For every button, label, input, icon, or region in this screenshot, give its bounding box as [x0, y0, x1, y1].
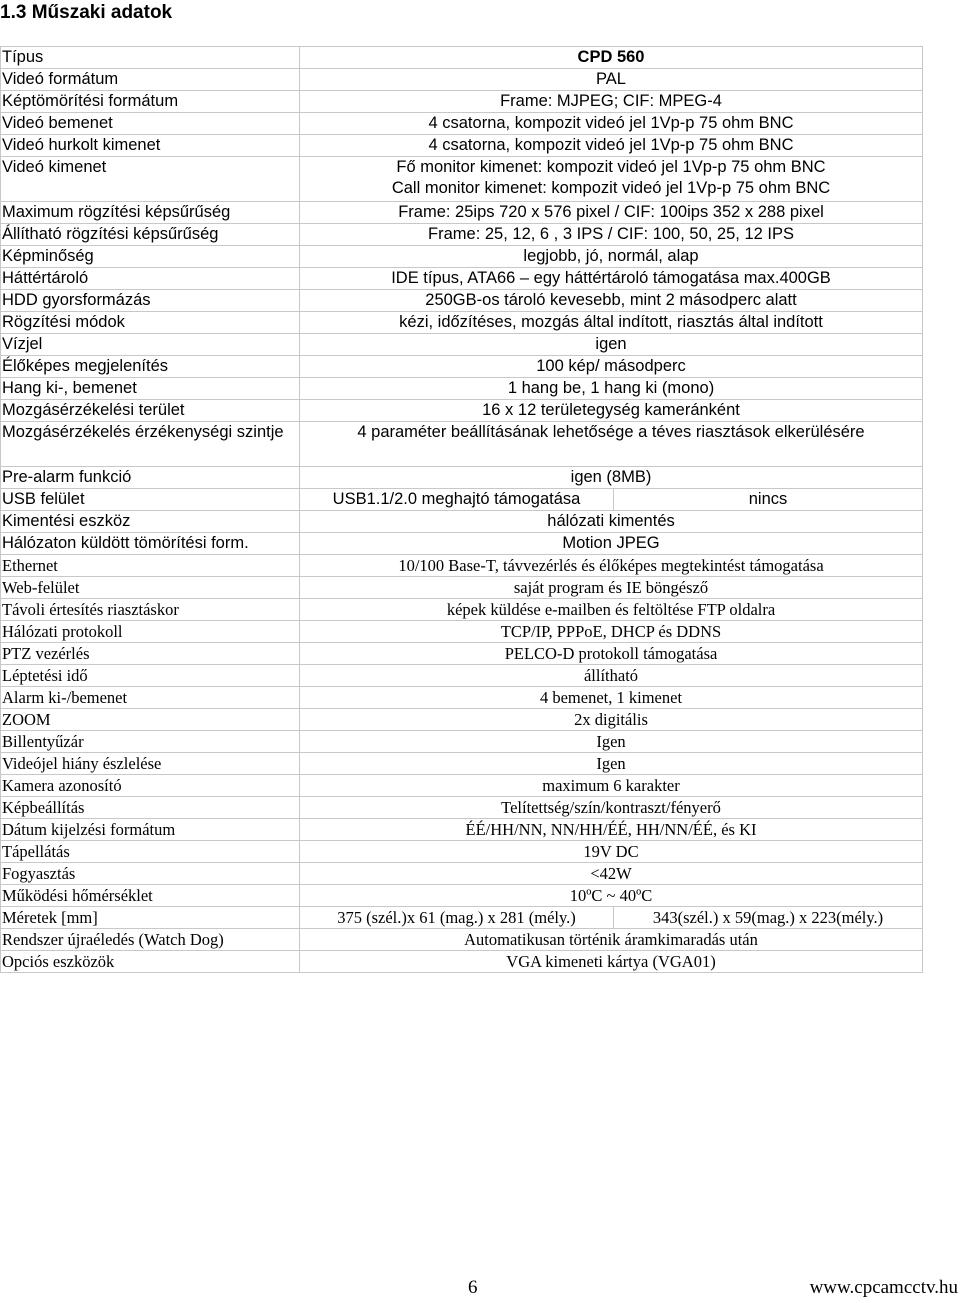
table-row [1, 69, 923, 91]
spec-value: VGA kimeneti kártya (VGA01) [300, 951, 923, 973]
spec-label: Rendszer újraéledés (Watch Dog) [1, 929, 300, 951]
table-row [1, 753, 923, 775]
spec-value: 2x digitális [300, 709, 923, 731]
page-number: 6 [468, 1277, 478, 1298]
spec-label: Léptetési idő [1, 665, 300, 687]
spec-value [300, 157, 923, 202]
spec-label: HDD gyorsformázás [1, 290, 300, 312]
spec-label: Működési hőmérséklet [1, 885, 300, 907]
table-row [1, 378, 923, 400]
spec-label: Képbeállítás [1, 797, 300, 819]
spec-label: Opciós eszközök [1, 951, 300, 973]
table-row [1, 533, 923, 555]
spec-value: Automatikusan történik áramkimaradás után [300, 929, 923, 951]
spec-value: igen (8MB) [300, 467, 923, 489]
table-row [1, 246, 923, 268]
table-row [1, 91, 923, 113]
spec-value: Igen [300, 731, 923, 753]
spec-value: Frame: 25, 12, 6 , 3 IPS / CIF: 100, 50, 25, 12 IPS [300, 224, 923, 246]
spec-value: IDE típus, ATA66 – egy háttértároló támogatása max.400GB [300, 268, 923, 290]
spec-label: Alarm ki-/bemenet [1, 687, 300, 709]
spec-value-line: Fő monitor kimenet: kompozit videó jel 1Vp-p 75 ohm BNC [396, 158, 826, 176]
spec-value: PELCO-D protokoll támogatása [300, 643, 923, 665]
table-row [1, 643, 923, 665]
website-link[interactable]: www.cpcamcctv.hu [809, 1277, 958, 1298]
table-row [1, 400, 923, 422]
spec-label: Ethernet [1, 555, 300, 577]
spec-label: Hálózaton küldött tömörítési form. [1, 533, 300, 555]
spec-value: állítható [300, 665, 923, 687]
spec-label: Háttértároló [1, 268, 300, 290]
spec-value: Igen [300, 753, 923, 775]
spec-label: Billentyűzár [1, 731, 300, 753]
table-row [1, 775, 923, 797]
table-row [1, 687, 923, 709]
spec-value-secondary: nincs [614, 489, 923, 511]
table-row [1, 268, 923, 290]
spec-value: 100 kép/ másodperc [300, 356, 923, 378]
spec-label: PTZ vezérlés [1, 643, 300, 665]
table-row [1, 157, 923, 202]
table-row [1, 665, 923, 687]
spec-label: USB felület [1, 489, 300, 511]
spec-label: Kamera azonosító [1, 775, 300, 797]
spec-value: 4 bemenet, 1 kimenet [300, 687, 923, 709]
spec-label: Hang ki-, bemenet [1, 378, 300, 400]
table-row [1, 797, 923, 819]
spec-label: Videó bemenet [1, 113, 300, 135]
spec-label: Videójel hiány észlelése [1, 753, 300, 775]
spec-label: Dátum kijelzési formátum [1, 819, 300, 841]
spec-label: Távoli értesítés riasztáskor [1, 599, 300, 621]
section-heading: 1.3 Műszaki adatok [0, 2, 173, 23]
spec-value: ÉÉ/HH/NN, NN/HH/ÉÉ, HH/NN/ÉÉ, és KI [300, 819, 923, 841]
spec-label: Videó hurkolt kimenet [1, 135, 300, 157]
spec-value: 1 hang be, 1 hang ki (mono) [300, 378, 923, 400]
spec-label: Rögzítési módok [1, 312, 300, 334]
table-row [1, 841, 923, 863]
spec-value: 10/100 Base-T, távvezérlés és élőképes megtekintést támogatása [300, 555, 923, 577]
spec-label: Tápellátás [1, 841, 300, 863]
spec-label: Élőképes megjelenítés [1, 356, 300, 378]
spec-value: 250GB-os tároló kevesebb, mint 2 másodperc alatt [300, 290, 923, 312]
table-row [1, 422, 923, 467]
spec-table [0, 46, 923, 973]
table-row [1, 951, 923, 973]
table-row [1, 47, 923, 69]
spec-label: Maximum rögzítési képsűrűség [1, 202, 300, 224]
table-row [1, 135, 923, 157]
spec-value: Telítettség/szín/kontraszt/fényerő [300, 797, 923, 819]
spec-value: <42W [300, 863, 923, 885]
spec-label: Vízjel [1, 334, 300, 356]
table-row [1, 224, 923, 246]
spec-value: kézi, időzítéses, mozgás által indított, riasztás által indított [300, 312, 923, 334]
spec-value: PAL [300, 69, 923, 91]
spec-label: Állítható rögzítési képsűrűség [1, 224, 300, 246]
spec-value: 19V DC [300, 841, 923, 863]
table-row [1, 334, 923, 356]
spec-value: 4 csatorna, kompozit videó jel 1Vp-p 75 ohm BNC [300, 113, 923, 135]
spec-label: Web-felület [1, 577, 300, 599]
spec-label: Képminőség [1, 246, 300, 268]
spec-label: Típus [1, 47, 300, 69]
spec-label: Képtömörítési formátum [1, 91, 300, 113]
spec-value: hálózati kimentés [300, 511, 923, 533]
table-row [1, 489, 923, 511]
spec-value: legjobb, jó, normál, alap [300, 246, 923, 268]
spec-value: 4 csatorna, kompozit videó jel 1Vp-p 75 ohm BNC [300, 135, 923, 157]
spec-value: képek küldése e-mailben és feltöltése FTP oldalra [300, 599, 923, 621]
table-row [1, 577, 923, 599]
table-row [1, 863, 923, 885]
table-row [1, 621, 923, 643]
table-row [1, 599, 923, 621]
spec-label: Mozgásérzékelés érzékenységi szintje [1, 422, 300, 467]
spec-value: saját program és IE böngésző [300, 577, 923, 599]
table-row [1, 312, 923, 334]
table-row [1, 819, 923, 841]
spec-label: Kimentési eszköz [1, 511, 300, 533]
table-row [1, 356, 923, 378]
table-row [1, 202, 923, 224]
spec-label: Pre-alarm funkció [1, 467, 300, 489]
spec-label: ZOOM [1, 709, 300, 731]
spec-value: 10ºC ~ 40ºC [300, 885, 923, 907]
table-row [1, 885, 923, 907]
spec-label: Mozgásérzékelési terület [1, 400, 300, 422]
table-row [1, 113, 923, 135]
spec-value: Frame: 25ips 720 x 576 pixel / CIF: 100ips 352 x 288 pixel [300, 202, 923, 224]
spec-value: Motion JPEG [300, 533, 923, 555]
table-row [1, 907, 923, 929]
spec-value: 16 x 12 területegység kameránként [300, 400, 923, 422]
table-row [1, 709, 923, 731]
spec-label: Fogyasztás [1, 863, 300, 885]
spec-value: Frame: MJPEG; CIF: MPEG-4 [300, 91, 923, 113]
table-row [1, 731, 923, 753]
spec-value: USB1.1/2.0 meghajtó támogatása [300, 489, 614, 511]
table-row [1, 555, 923, 577]
table-row [1, 511, 923, 533]
spec-value-line: Call monitor kimenet: kompozit videó jel 1Vp-p 75 ohm BNC [391, 179, 831, 197]
spec-value: CPD 560 [300, 47, 923, 69]
spec-label: Videó kimenet [1, 157, 300, 202]
spec-label: Hálózati protokoll [1, 621, 300, 643]
spec-label: Méretek [mm] [1, 907, 300, 929]
spec-value: igen [300, 334, 923, 356]
table-row [1, 467, 923, 489]
spec-value: TCP/IP, PPPoE, DHCP és DDNS [300, 621, 923, 643]
spec-label: Videó formátum [1, 69, 300, 91]
spec-value: 4 paraméter beállításának lehetősége a téves riasztások elkerülésére [300, 422, 923, 467]
spec-value: maximum 6 karakter [300, 775, 923, 797]
spec-value: 375 (szél.)x 61 (mag.) x 281 (mély.) [300, 907, 614, 929]
table-row [1, 290, 923, 312]
spec-value-secondary: 343(szél.) x 59(mag.) x 223(mély.) [614, 907, 923, 929]
table-row [1, 929, 923, 951]
